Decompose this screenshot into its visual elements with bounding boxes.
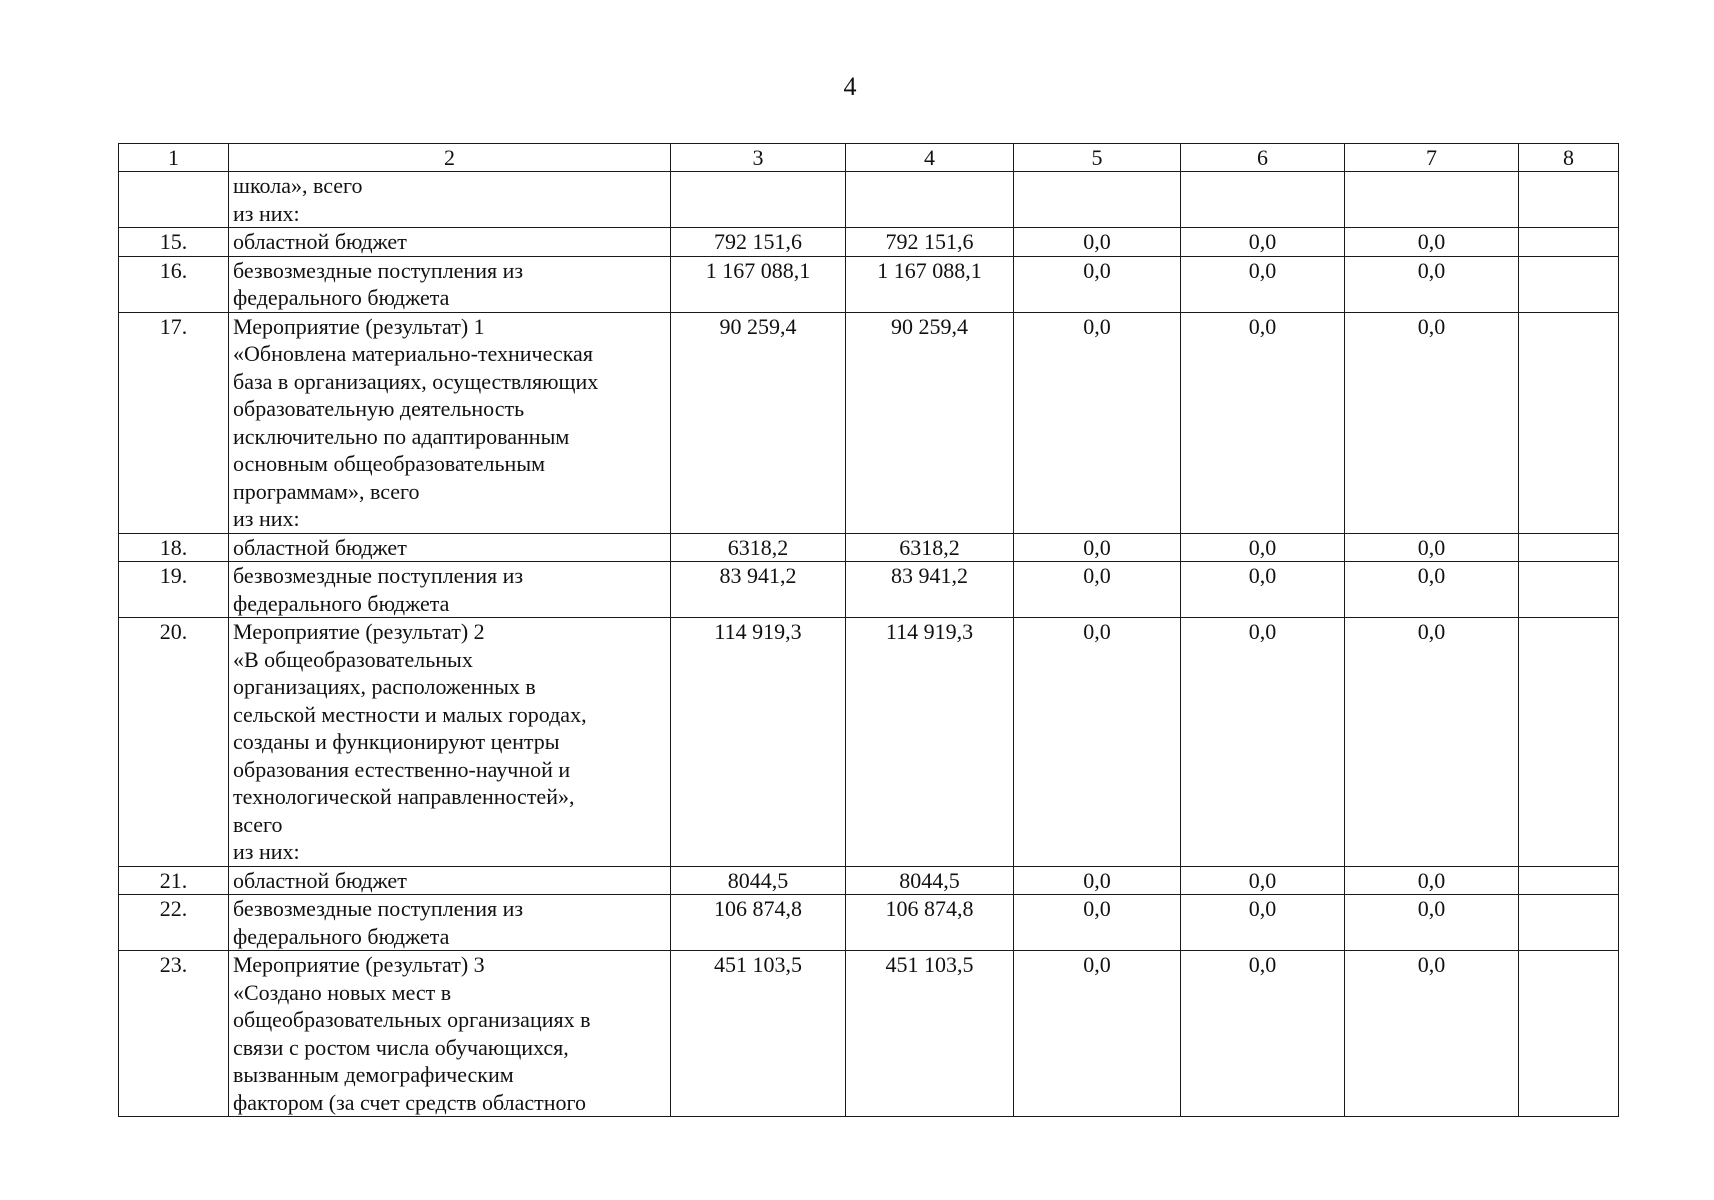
value-cell-c3: 8044,5	[671, 866, 846, 895]
description-line: основным общеобразовательным	[233, 451, 546, 476]
description-line: программам», всего	[233, 478, 420, 504]
value-cell-c5: 0,0	[1014, 951, 1181, 1117]
row-description	[229, 172, 671, 228]
description-line: федерального бюджета	[233, 923, 450, 949]
column-header: 8	[1519, 144, 1619, 172]
description-line: сельской местности и малых городах,	[233, 701, 587, 727]
description-line: Мероприятие (результат) 1	[233, 313, 485, 339]
value-cell-c5: 0,0	[1014, 228, 1181, 257]
value-cell-c3: 6318,2	[671, 533, 846, 562]
table-header-row	[119, 144, 1619, 172]
value-cell-c4: 106 874,8	[846, 895, 1014, 951]
value-cell-c8	[1519, 312, 1619, 533]
value-cell-c5: 0,0	[1014, 256, 1181, 312]
value-cell-c4: 90 259,4	[846, 312, 1014, 533]
value-cell-c3: 106 874,8	[671, 895, 846, 951]
value-cell-c6: 0,0	[1181, 618, 1345, 867]
row-number: 21.	[119, 866, 229, 895]
row-number: 15.	[119, 228, 229, 257]
value-cell-c6: 0,0	[1181, 228, 1345, 257]
row-number: 22.	[119, 895, 229, 951]
page-number: 4	[843, 72, 857, 101]
value-cell-c8	[1519, 533, 1619, 562]
description-line: фактором (за счет средств областного	[233, 1089, 587, 1115]
value-cell-c7: 0,0	[1345, 312, 1519, 533]
description-line: федерального бюджета	[233, 590, 450, 616]
description-line: «Создано новых мест в	[233, 979, 452, 1005]
value-cell-c8	[1519, 866, 1619, 895]
description-line: «В общеобразовательных	[233, 646, 473, 672]
value-cell-c6: 0,0	[1181, 895, 1345, 951]
value-cell-c7: 0,0	[1345, 228, 1519, 257]
description-line: общеобразовательных организациях в	[233, 1007, 591, 1032]
row-description	[229, 256, 671, 312]
row-description	[229, 228, 671, 257]
value-cell-c3: 451 103,5	[671, 951, 846, 1117]
value-cell-c4: 792 151,6	[846, 228, 1014, 257]
value-cell-c6: 0,0	[1181, 562, 1345, 618]
table-row	[119, 951, 1619, 1117]
value-cell-c4: 114 919,3	[846, 618, 1014, 867]
description-line: из них:	[233, 839, 300, 864]
description-line: технологической направленностей»,	[233, 784, 575, 809]
row-number: 23.	[119, 951, 229, 1117]
value-cell-c4: 8044,5	[846, 866, 1014, 895]
value-cell-c8	[1519, 951, 1619, 1117]
description-line: всего	[233, 811, 283, 837]
value-cell-c7: 0,0	[1345, 951, 1519, 1117]
row-description	[229, 618, 671, 867]
table-row	[119, 228, 1619, 257]
column-header: 5	[1014, 144, 1181, 172]
row-description	[229, 866, 671, 895]
value-cell-c7: 0,0	[1345, 256, 1519, 312]
budget-table	[118, 143, 1619, 1117]
table-row	[119, 618, 1619, 867]
description-line: школа», всего	[233, 173, 363, 198]
value-cell-c5: 0,0	[1014, 895, 1181, 951]
value-cell-c4: 1 167 088,1	[846, 256, 1014, 312]
value-cell-c3: 1 167 088,1	[671, 256, 846, 312]
value-cell-c6: 0,0	[1181, 256, 1345, 312]
description-line: база в организациях, осуществляющих	[233, 368, 599, 394]
row-number: 16.	[119, 256, 229, 312]
value-cell-c4	[846, 172, 1014, 228]
value-cell-c7	[1345, 172, 1519, 228]
row-description	[229, 562, 671, 618]
value-cell-c6: 0,0	[1181, 533, 1345, 562]
value-cell-c7: 0,0	[1345, 866, 1519, 895]
table-row	[119, 312, 1619, 533]
row-description	[229, 312, 671, 533]
description-line: вызванным демографическим	[233, 1062, 514, 1087]
description-line: из них:	[233, 506, 300, 531]
row-description	[229, 895, 671, 951]
value-cell-c5	[1014, 172, 1181, 228]
value-cell-c3	[671, 172, 846, 228]
row-description	[229, 533, 671, 562]
description-line: безвозмездные поступления из	[233, 896, 524, 921]
description-line: образования естественно-научной и	[233, 756, 571, 782]
value-cell-c4: 6318,2	[846, 533, 1014, 562]
value-cell-c8	[1519, 618, 1619, 867]
table-row	[119, 256, 1619, 312]
row-number: 17.	[119, 312, 229, 533]
value-cell-c8	[1519, 256, 1619, 312]
value-cell-c8	[1519, 228, 1619, 257]
column-header: 4	[846, 144, 1014, 172]
table-row	[119, 562, 1619, 618]
description-line: областной бюджет	[233, 867, 407, 893]
description-line: связи с ростом числа обучающихся,	[233, 1034, 569, 1060]
value-cell-c4: 83 941,2	[846, 562, 1014, 618]
value-cell-c3: 792 151,6	[671, 228, 846, 257]
value-cell-c8	[1519, 895, 1619, 951]
description-line: исключительно по адаптированным	[233, 423, 570, 449]
table-body	[119, 144, 1619, 1117]
column-header: 2	[229, 144, 671, 172]
value-cell-c5: 0,0	[1014, 866, 1181, 895]
column-header: 3	[671, 144, 846, 172]
value-cell-c4: 451 103,5	[846, 951, 1014, 1117]
description-line: областной бюджет	[233, 229, 407, 254]
column-header: 1	[119, 144, 229, 172]
value-cell-c3: 114 919,3	[671, 618, 846, 867]
row-number: 19.	[119, 562, 229, 618]
value-cell-c7: 0,0	[1345, 618, 1519, 867]
value-cell-c5: 0,0	[1014, 618, 1181, 867]
value-cell-c8	[1519, 172, 1619, 228]
description-line: организациях, расположенных в	[233, 674, 536, 699]
column-header: 6	[1181, 144, 1345, 172]
row-number: 20.	[119, 618, 229, 867]
table-row	[119, 533, 1619, 562]
description-line: образовательную деятельность	[233, 396, 525, 421]
value-cell-c6	[1181, 172, 1345, 228]
value-cell-c3: 83 941,2	[671, 562, 846, 618]
description-line: областной бюджет	[233, 534, 407, 560]
row-number: 18.	[119, 533, 229, 562]
description-line: безвозмездные поступления из	[233, 257, 524, 283]
row-number	[119, 172, 229, 228]
value-cell-c5: 0,0	[1014, 312, 1181, 533]
value-cell-c6: 0,0	[1181, 866, 1345, 895]
table-row	[119, 866, 1619, 895]
description-line: из них:	[233, 200, 300, 226]
value-cell-c5: 0,0	[1014, 562, 1181, 618]
description-line: федерального бюджета	[233, 285, 450, 310]
description-line: безвозмездные поступления из	[233, 563, 524, 588]
row-description	[229, 951, 671, 1117]
value-cell-c7: 0,0	[1345, 562, 1519, 618]
value-cell-c6: 0,0	[1181, 951, 1345, 1117]
column-header: 7	[1345, 144, 1519, 172]
value-cell-c3: 90 259,4	[671, 312, 846, 533]
value-cell-c5: 0,0	[1014, 533, 1181, 562]
description-line: Мероприятие (результат) 2	[233, 619, 485, 644]
value-cell-c8	[1519, 562, 1619, 618]
value-cell-c7: 0,0	[1345, 533, 1519, 562]
description-line: созданы и функционируют центры	[233, 729, 560, 754]
description-line: Мероприятие (результат) 3	[233, 952, 485, 977]
value-cell-c6: 0,0	[1181, 312, 1345, 533]
table-row	[119, 895, 1619, 951]
description-line: «Обновлена материально-техническая	[233, 341, 593, 366]
table-row	[119, 172, 1619, 228]
value-cell-c7: 0,0	[1345, 895, 1519, 951]
